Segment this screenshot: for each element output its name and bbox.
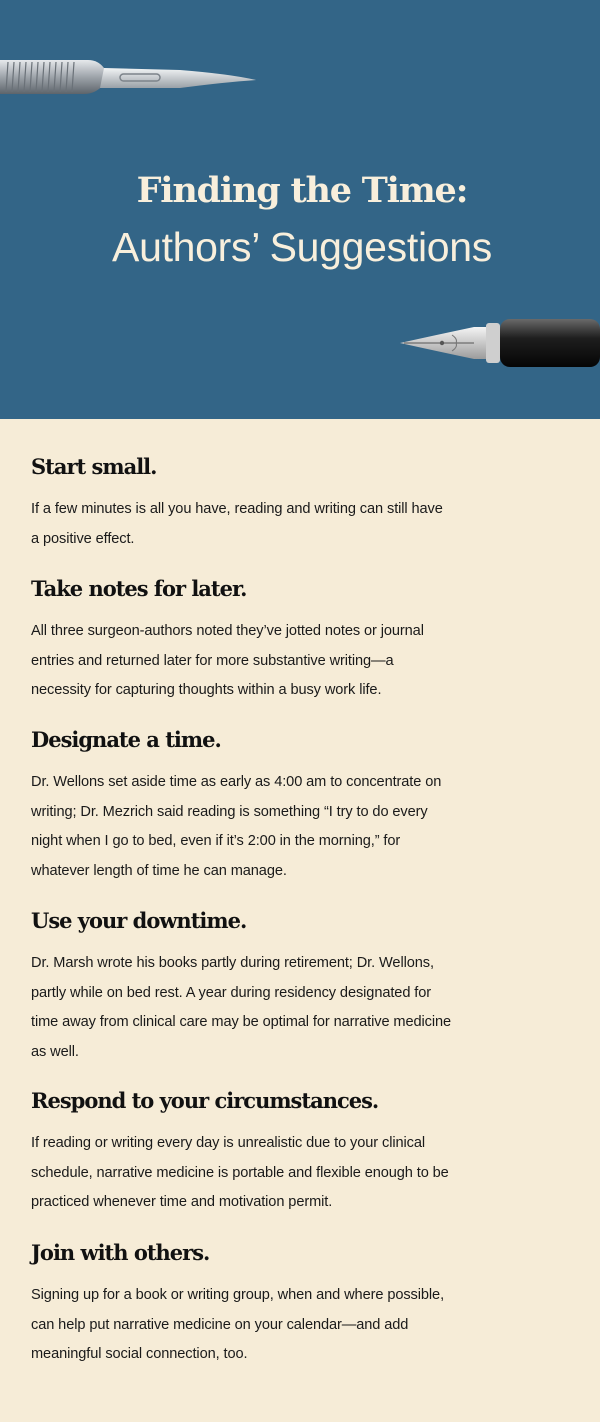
section-join-others: [31, 1239, 471, 1370]
scalpel-icon: [0, 54, 260, 100]
title-line-1: Finding the Time:: [136, 170, 468, 211]
section-heading: Respond to your circumstances.: [31, 1088, 379, 1113]
section-heading: Use your downtime.: [31, 908, 247, 933]
section-body: If a few minutes is all you have, reading and writing can still have a positive effect.: [31, 501, 443, 547]
section-heading: Take notes for later.: [31, 576, 247, 601]
section-body: Dr. Wellons set aside time as early as 4:00 am to concentrate on writing; Dr. Mezrich said reading is something “I try to do every night when I go to bed, even if it’s 2:00 in the morning,” for whatever length of time he can manage.: [31, 774, 442, 879]
section-respond-circumstances: [31, 1087, 471, 1218]
section-heading: Join with others.: [31, 1240, 210, 1265]
title-line-2: Authors’ Suggestions: [112, 224, 492, 270]
suggestions-content: [0, 419, 600, 1422]
header-banner: [0, 0, 600, 419]
section-body: Dr. Marsh wrote his books partly during retirement; Dr. Wellons, partly while on bed rest. A year during residency designated for time away from clinical care may be optimal for narrative medicine as well.: [31, 955, 452, 1060]
section-start-small: [31, 453, 471, 554]
section-body: Signing up for a book or writing group, when and where possible, can help put narrative medicine on your calendar—and add meaningful social connection, too.: [31, 1287, 445, 1362]
section-designate-time: [31, 726, 471, 886]
section-body: All three surgeon-authors noted they’ve jotted notes or journal entries and returned later for more substantive writing—a necessity for capturing thoughts within a busy work life.: [31, 623, 424, 698]
section-heading: Designate a time.: [31, 727, 221, 752]
fountain-pen-icon: [396, 313, 600, 373]
section-heading: Start small.: [31, 454, 157, 479]
section-body: If reading or writing every day is unrealistic due to your clinical schedule, narrative medicine is portable and flexible enough to be practiced whenever time and motivation permit.: [31, 1135, 449, 1210]
section-take-notes: [31, 575, 471, 706]
section-use-downtime: [31, 907, 471, 1067]
